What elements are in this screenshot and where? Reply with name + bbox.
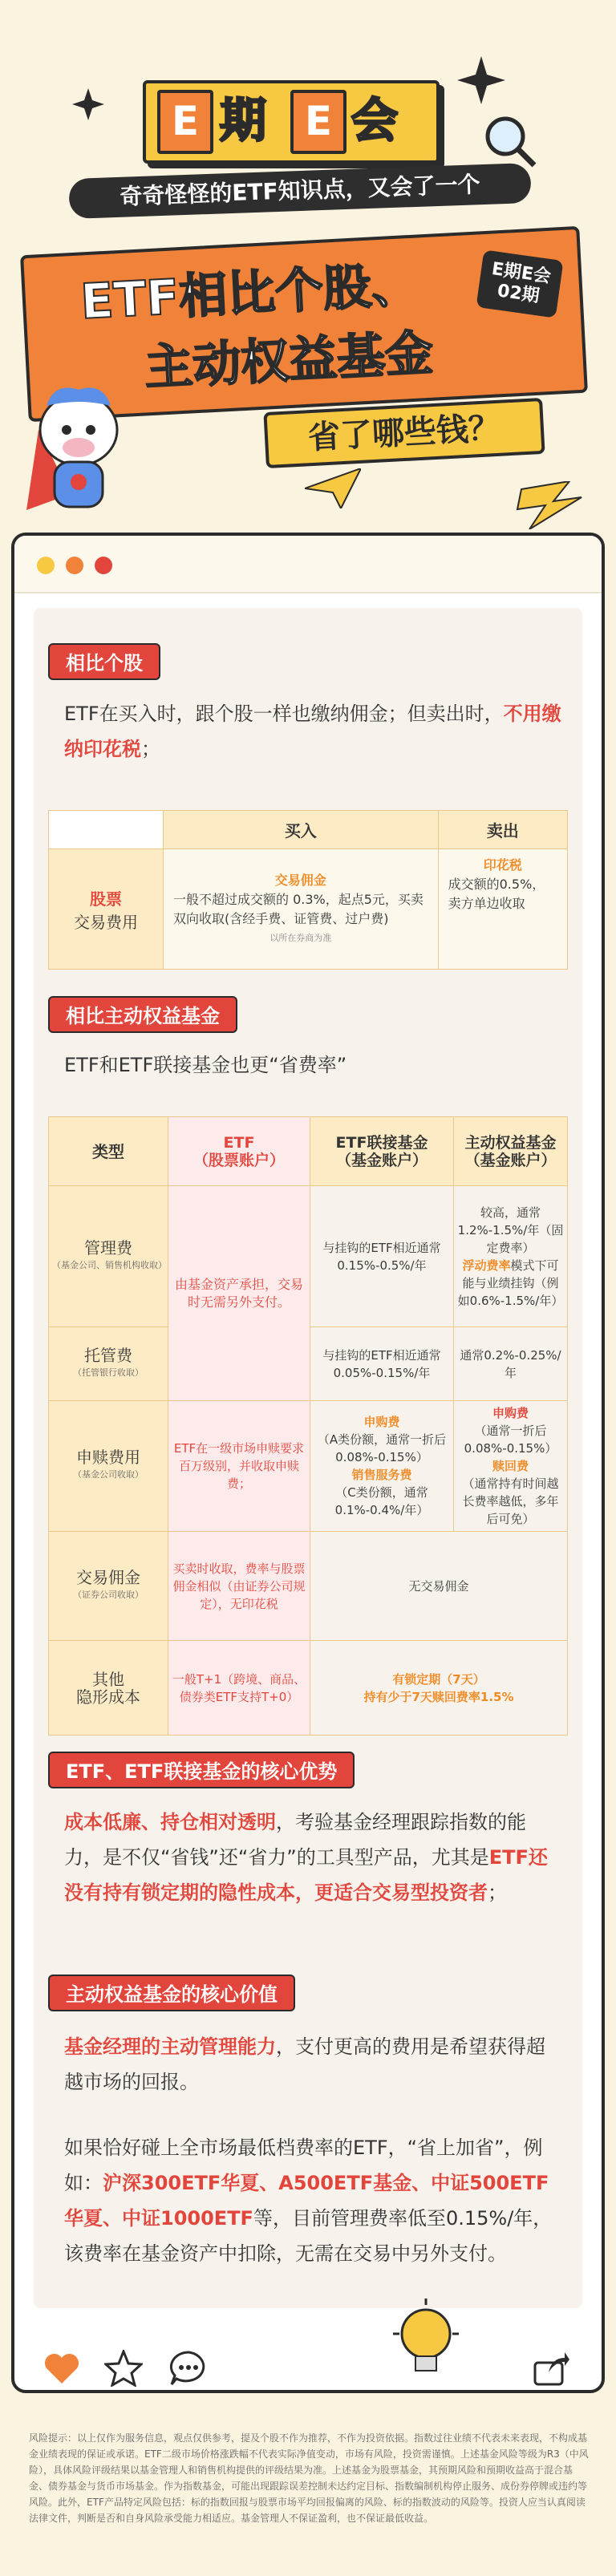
fund-fee-table xyxy=(48,1116,568,1736)
other-commission-cell: 无交易佣金 xyxy=(310,1532,568,1641)
subtitle-banner: 奇奇怪怪的ETF知识点，又会了一个 xyxy=(68,163,531,219)
section-text-lowest-fee xyxy=(64,2130,561,2271)
hidden-line: 有锁定期（7天） xyxy=(392,1671,485,1687)
logo-char: 会 xyxy=(351,93,399,148)
etf-mgmt-custody-cell: 由基金资产承担，交易时无需另外支付。 xyxy=(168,1186,310,1401)
stock-fee-table xyxy=(48,810,568,970)
star-icon[interactable] xyxy=(104,2350,143,2387)
header-banner xyxy=(0,0,616,513)
highlight-text: 沪深300ETF华夏、A500ETF基金、中证500ETF华夏、中证1000ETF xyxy=(64,2172,549,2230)
col-header-etf xyxy=(168,1117,310,1186)
header-text: 主动权益基金 xyxy=(464,1133,557,1152)
text-span: 较高，通常1.2%-1.5%/年（固定费率） xyxy=(457,1205,564,1255)
buy-cell xyxy=(164,849,439,970)
section-text-etf-advantage xyxy=(64,1804,561,1910)
section-title-active-value: 主动权益基金的核心价值 xyxy=(48,1975,295,2011)
header-sub: （基金账户） xyxy=(335,1151,428,1169)
table-corner xyxy=(49,811,164,849)
etf-hidden-cell: 一般T+1（跨境、商品、债券类ETF支持T+0） xyxy=(168,1641,310,1736)
text-span: ； xyxy=(488,1881,507,1904)
header-text: ETF xyxy=(223,1133,255,1152)
highlight-text: 基金经理的主动管理能力 xyxy=(64,2035,276,2058)
buy-tag: 交易佣金 xyxy=(274,872,326,888)
row-header-hidden xyxy=(49,1641,168,1736)
page-title-line1: ETF相比个股、 xyxy=(79,256,421,331)
logo-letter: E xyxy=(157,90,213,154)
mascot-icon xyxy=(22,374,135,518)
action-bar xyxy=(11,2340,605,2398)
row-label: 交易费用 xyxy=(74,912,138,932)
buy-text: 一般不超过成交额的 0.3%，起点5元，买卖双向收取(含经手费、证管费、过户费) xyxy=(173,891,424,926)
sell-text: 成交额的0.5%，卖方单边收取 xyxy=(448,877,545,911)
e-qi-e-hui-logo xyxy=(143,80,440,164)
row-label: 申赎费用 xyxy=(76,1448,140,1467)
fee-tag: 申购费 xyxy=(492,1406,529,1420)
link-mgmt-cell: 与挂钩的ETF相近通常0.15%-0.5%/年 xyxy=(310,1186,454,1327)
highlight-text: ETF还没有持有锁定期的隐性成本，更适合交易型投资者 xyxy=(64,1846,548,1904)
col-header-link xyxy=(310,1117,454,1186)
card-titlebar xyxy=(14,536,602,593)
col-header-active xyxy=(454,1117,568,1186)
row-header-commission xyxy=(49,1532,168,1641)
etf-commission-cell: 买卖时收取，费率与股票佣金相似（由证券公司规定），无印花税 xyxy=(168,1532,310,1641)
col-header-sell: 卖出 xyxy=(438,811,567,849)
fee-tag: 申购费 xyxy=(363,1415,400,1429)
comment-icon[interactable] xyxy=(168,2350,209,2387)
page-title-line3: 省了哪些钱？ xyxy=(263,398,545,468)
risk-disclaimer: 风险提示：以上仅作为服务信息，观点仅供参考，提及个股不作为推荐，不作为投资依据。指数过往业绩不代表未来表现，不构成基金业绩表现的保证或承诺。ETF二级市场价格涨跌幅不代表实际净值变动，市场有风险，投资需谨慎。上述基金风险等级为R3（中风险），具体风险评级结果以基金管理人和销售机构提供的评级结果为准。上述基金为股票基金，其预期风险和预期收益高于混合基金、债券基金与货币市场基金。作为指数基金，可能出现跟踪误差控制未达约定目标、指数编制机构停止服务、成份券停牌或违约等风险。此外，ETF产品特定风险包括：标的指数回报与股票市场平均回报偏离的风险、标的指数波动的风险等。投资人应当认真阅读法律文件，判断是否和自身风险承受能力相适应。基金管理人不保证盈利，也不保证最低收益。 xyxy=(29,2432,589,2524)
row-header-subscribe xyxy=(49,1401,168,1532)
row-note: （托管银行收取） xyxy=(73,1367,144,1378)
section-title-active-fund: 相比主动权益基金 xyxy=(48,996,237,1033)
lightning-icon xyxy=(513,481,586,529)
section-text-stocks xyxy=(64,696,561,767)
text-span: ，支付更高的费用是希望获得超越市场的回报。 xyxy=(64,2035,545,2093)
buy-note: 以所在券商为准 xyxy=(270,932,332,943)
magnifier-icon xyxy=(481,112,537,168)
active-mgmt-cell xyxy=(454,1186,568,1327)
row-header xyxy=(49,849,164,970)
window-dot-orange xyxy=(66,557,83,574)
row-header-mgmt xyxy=(49,1186,168,1327)
text-span: 等，目前管理费率低至0.15%/年，该费率在基金资产中扣除，无需在交易中另外支付。 xyxy=(64,2207,553,2265)
row-label: 管理费 xyxy=(84,1237,132,1258)
text-span: ，考验基金经理跟踪指数的能力，是不仅“省钱”还“省力”的工具型产品，尤其是 xyxy=(64,1811,526,1869)
link-subscribe-cell xyxy=(310,1401,454,1532)
row-note: （证券公司收取） xyxy=(73,1589,144,1600)
page-title-line2: 主动权益基金 xyxy=(143,325,435,397)
heart-icon[interactable] xyxy=(43,2351,80,2385)
etf-subscribe-cell: ETF在一级市场申赎要求百万级别，并收取申赎费； xyxy=(168,1401,310,1532)
active-subscribe-cell xyxy=(454,1401,568,1532)
col-header-type: 类型 xyxy=(49,1117,168,1186)
row-header-custody xyxy=(49,1327,168,1401)
other-hidden-cell xyxy=(310,1641,568,1736)
row-label: 托管费 xyxy=(84,1345,132,1365)
issue-badge xyxy=(476,249,563,318)
active-custody-cell: 通常0.2%-0.25%/年 xyxy=(454,1327,568,1401)
link-custody-cell: 与挂钩的ETF相近通常0.05%-0.15%/年 xyxy=(310,1327,454,1401)
row-note: （基金公司、销售机构收取） xyxy=(52,1259,167,1270)
fee-text: （C类份额，通常0.1%-0.4%/年） xyxy=(334,1485,429,1517)
sell-cell xyxy=(438,849,567,970)
sell-tag: 印花税 xyxy=(483,857,522,873)
highlight-text: 成本低廉、持仓相对透明 xyxy=(64,1811,276,1833)
section-title-etf-advantage: ETF、ETF联接基金的核心优势 xyxy=(48,1752,355,1788)
col-header-buy: 买入 xyxy=(164,811,439,849)
highlight-text: 不用缴纳印花税 xyxy=(64,703,561,760)
text-span: ； xyxy=(141,738,160,760)
section-title-stocks: 相比个股 xyxy=(48,643,160,680)
highlight-text: 浮动费率 xyxy=(462,1258,511,1273)
header-sub: （基金账户） xyxy=(464,1151,557,1169)
text-span: 模式下可能与业绩挂钩（例如0.6%-1.5%/年） xyxy=(457,1258,564,1308)
section-text-active-value xyxy=(64,2029,561,2100)
fee-tag: 赎回费 xyxy=(492,1459,529,1473)
issue-line1: E期E会 xyxy=(490,259,553,288)
paper-plane-icon xyxy=(305,468,361,508)
issue-line2: 02期 xyxy=(496,281,541,307)
text-span: 如果恰好碰上全市场最低档费率的ETF，“省上加省”，例如： xyxy=(64,2137,543,2194)
window-dot-yellow xyxy=(37,557,55,574)
sparkle-icon xyxy=(457,56,505,104)
logo-char: 期 xyxy=(220,93,267,148)
fee-text: （通常一折后0.08%-0.15%） xyxy=(464,1424,557,1456)
row-note: （基金公司收取） xyxy=(73,1469,144,1480)
text-span: ETF在买入时，跟个股一样也缴纳佣金；但卖出时， xyxy=(64,703,504,725)
fee-tag: 销售服务费 xyxy=(351,1468,412,1482)
hidden-line: 持有少于7天赎回费率1.5% xyxy=(363,1689,514,1704)
share-icon[interactable] xyxy=(533,2350,571,2387)
row-label: 隐形成本 xyxy=(76,1687,140,1707)
fee-text: （通常持有时间越长费率越低，多年后可免） xyxy=(462,1476,559,1526)
sparkle-icon xyxy=(72,88,104,120)
header-sub: （股票账户） xyxy=(192,1151,285,1169)
header-text: ETF联接基金 xyxy=(335,1133,428,1152)
row-label: 交易佣金 xyxy=(76,1567,140,1587)
window-dot-red xyxy=(95,557,112,574)
fee-text: （A类份额，通常一折后0.08%-0.15%） xyxy=(317,1432,447,1464)
row-label-red: 股票 xyxy=(90,889,122,909)
logo-letter: E xyxy=(290,90,346,154)
row-label: 其他 xyxy=(92,1669,124,1689)
section-text-active-fund: ETF和ETF联接基金也更“省费率” xyxy=(64,1054,347,1076)
